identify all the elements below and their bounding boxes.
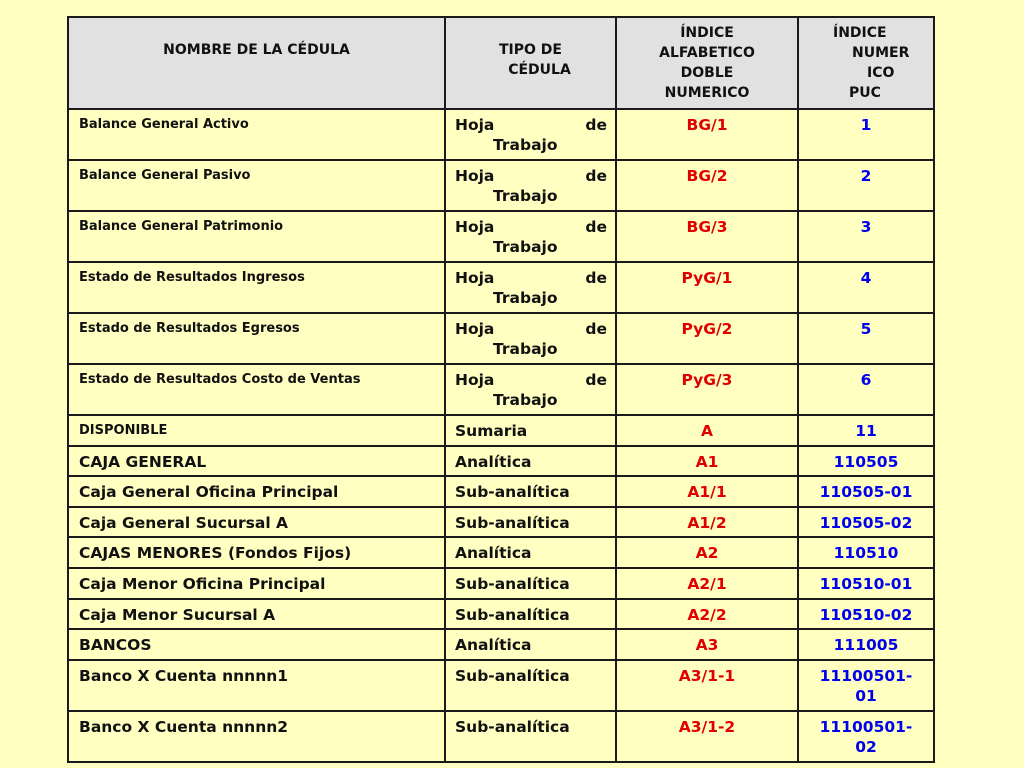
table-row: [68, 262, 934, 313]
cell-nombre: Caja General Sucursal A: [68, 507, 445, 538]
cell-puc: 110510: [798, 537, 934, 568]
header-indice-alfabetico: ÍNDICE ALFABETICO DOBLE NUMERICO: [616, 17, 798, 109]
table-row: [68, 568, 934, 599]
cell-alfa: A1/1: [616, 476, 798, 507]
table-row: [68, 160, 934, 211]
table-row: [68, 507, 934, 538]
cell-tipo: Hoja de Trabajo: [445, 211, 616, 262]
cell-tipo: Hoja de Trabajo: [445, 262, 616, 313]
cell-tipo: Sub-analítica: [445, 599, 616, 630]
cell-nombre: Caja Menor Sucursal A: [68, 599, 445, 630]
table-row: [68, 364, 934, 415]
cell-alfa: A: [616, 415, 798, 446]
cell-tipo: Sub-analítica: [445, 660, 616, 711]
table-row: [68, 415, 934, 446]
cell-puc: 11100501- 01: [798, 660, 934, 711]
cell-alfa: PyG/2: [616, 313, 798, 364]
cell-tipo: Sub-analítica: [445, 507, 616, 538]
cell-nombre: CAJAS MENORES (Fondos Fijos): [68, 537, 445, 568]
cell-alfa: PyG/3: [616, 364, 798, 415]
table-row: [68, 660, 934, 711]
cedulas-table: [67, 16, 935, 763]
cell-alfa: A2/2: [616, 599, 798, 630]
header-nombre: NOMBRE DE LA CÉDULA: [68, 17, 445, 109]
cell-puc: 110505-02: [798, 507, 934, 538]
header-indice-puc: ÍNDICE NUMER ICO PUC: [798, 17, 934, 109]
cell-puc: 4: [798, 262, 934, 313]
table-row: [68, 446, 934, 477]
table-row: [68, 711, 934, 762]
table-row: [68, 599, 934, 630]
cell-nombre: CAJA GENERAL: [68, 446, 445, 477]
cell-nombre: Estado de Resultados Costo de Ventas: [68, 364, 445, 415]
cell-nombre: Banco X Cuenta nnnnn2: [68, 711, 445, 762]
cell-puc: 3: [798, 211, 934, 262]
cell-tipo: Sub-analítica: [445, 711, 616, 762]
cell-alfa: A3/1-1: [616, 660, 798, 711]
cell-alfa: A1/2: [616, 507, 798, 538]
cell-nombre: Balance General Activo: [68, 109, 445, 160]
cell-puc: 11100501- 02: [798, 711, 934, 762]
cell-alfa: BG/3: [616, 211, 798, 262]
cell-puc: 110505: [798, 446, 934, 477]
cell-puc: 2: [798, 160, 934, 211]
cell-puc: 110510-02: [798, 599, 934, 630]
cell-puc: 11: [798, 415, 934, 446]
table-row: [68, 537, 934, 568]
cell-tipo: Sub-analítica: [445, 476, 616, 507]
cell-nombre: Caja Menor Oficina Principal: [68, 568, 445, 599]
header-tipo: TIPO DE CÉDULA: [445, 17, 616, 109]
cell-alfa: BG/1: [616, 109, 798, 160]
cell-nombre: DISPONIBLE: [68, 415, 445, 446]
cell-tipo: Analítica: [445, 537, 616, 568]
table-row: [68, 476, 934, 507]
cell-nombre: BANCOS: [68, 629, 445, 660]
cell-nombre: Caja General Oficina Principal: [68, 476, 445, 507]
cell-nombre: Banco X Cuenta nnnnn1: [68, 660, 445, 711]
cell-tipo: Sub-analítica: [445, 568, 616, 599]
cell-puc: 111005: [798, 629, 934, 660]
cell-nombre: Balance General Patrimonio: [68, 211, 445, 262]
cell-tipo: Hoja de Trabajo: [445, 109, 616, 160]
cell-tipo: Hoja de Trabajo: [445, 364, 616, 415]
cell-alfa: A3: [616, 629, 798, 660]
cell-tipo: Hoja de Trabajo: [445, 160, 616, 211]
cell-puc: 110510-01: [798, 568, 934, 599]
cell-alfa: A3/1-2: [616, 711, 798, 762]
cell-tipo: Analítica: [445, 629, 616, 660]
cell-puc: 5: [798, 313, 934, 364]
cell-nombre: Estado de Resultados Egresos: [68, 313, 445, 364]
table-header-row: [68, 17, 934, 109]
table-row: [68, 109, 934, 160]
cell-alfa: BG/2: [616, 160, 798, 211]
cell-alfa: A1: [616, 446, 798, 477]
cell-puc: 1: [798, 109, 934, 160]
cell-nombre: Balance General Pasivo: [68, 160, 445, 211]
cell-tipo: Analítica: [445, 446, 616, 477]
cell-alfa: A2: [616, 537, 798, 568]
table-row: [68, 211, 934, 262]
cell-alfa: PyG/1: [616, 262, 798, 313]
cell-puc: 6: [798, 364, 934, 415]
table-row: [68, 629, 934, 660]
cell-alfa: A2/1: [616, 568, 798, 599]
cell-tipo: Sumaria: [445, 415, 616, 446]
cell-tipo: Hoja de Trabajo: [445, 313, 616, 364]
cell-puc: 110505-01: [798, 476, 934, 507]
table-row: [68, 313, 934, 364]
cell-nombre: Estado de Resultados Ingresos: [68, 262, 445, 313]
